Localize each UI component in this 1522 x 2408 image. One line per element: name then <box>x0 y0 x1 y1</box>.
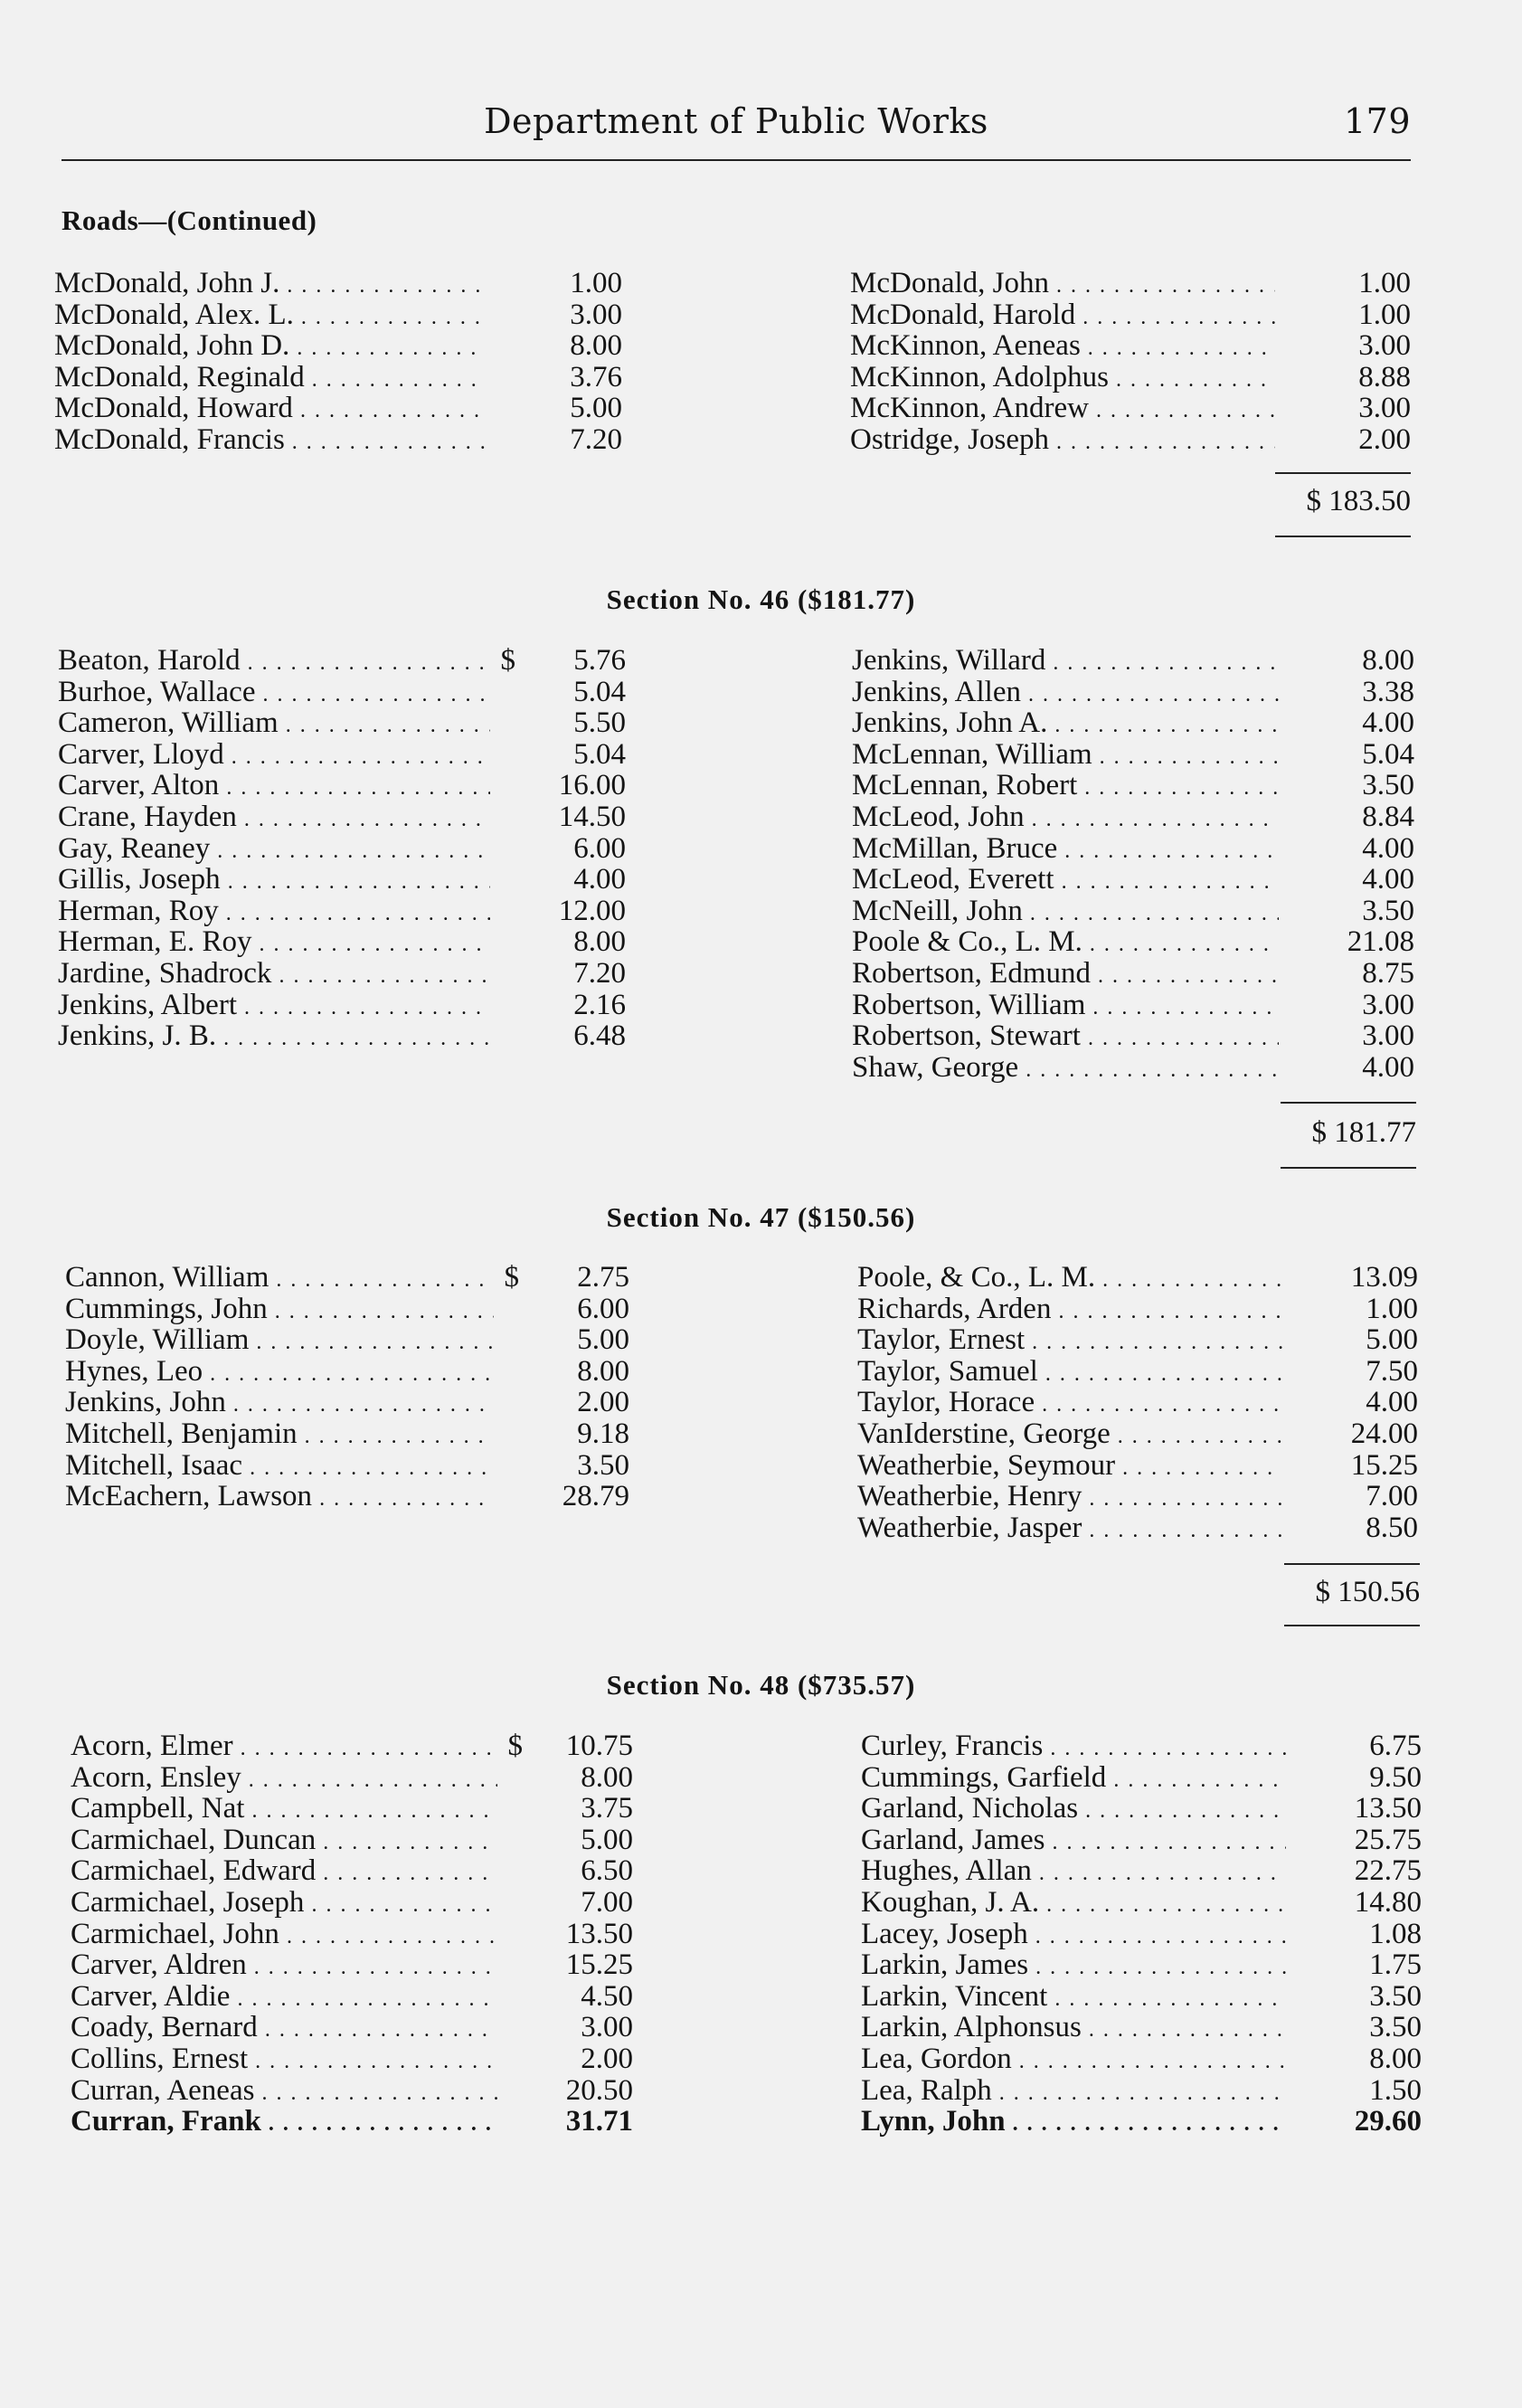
payment-amount: 5.00 <box>577 1323 629 1357</box>
table-row <box>65 1481 629 1512</box>
table-row <box>58 801 626 833</box>
payment-amount: 8.88 <box>1358 360 1411 393</box>
payee-name: McKinnon, Aeneas . . . <box>850 330 1275 365</box>
payment-amount: 3.00 <box>570 298 622 331</box>
payment-amount: 29.60 <box>1354 2105 1422 2138</box>
payee-name: McKinnon, Andrew . . . <box>850 393 1275 427</box>
section-46-total: $ 181.77 <box>1311 1116 1416 1149</box>
payment-amount: 8.84 <box>1362 800 1414 833</box>
table-row <box>852 1020 1414 1052</box>
table-row <box>852 958 1414 990</box>
continued-right-column <box>850 268 1411 456</box>
payee-name: Garland, James . . . <box>861 1825 1286 1859</box>
payee-name: Lacey, Joseph . . . <box>861 1919 1286 1953</box>
section-48-left-column <box>71 1730 633 2138</box>
payment-amount: 3.50 <box>577 1448 629 1482</box>
table-row <box>58 864 626 896</box>
section-47-total-underline <box>1284 1625 1420 1626</box>
payee-name: Jenkins, John . . . <box>65 1387 494 1421</box>
payment-amount: 8.75 <box>1362 956 1414 990</box>
payment-amount: 1.50 <box>1369 2073 1422 2107</box>
payee-name: Hynes, Leo . . . <box>65 1356 494 1390</box>
section-46-left-column <box>58 645 626 1052</box>
table-row <box>71 1887 633 1919</box>
section-47-heading: Section No. 47 ($150.56) <box>606 1201 916 1233</box>
table-row <box>58 739 626 771</box>
payment-amount: 9.50 <box>1369 1760 1422 1794</box>
payee-name: Beaton, Harold . . . <box>58 645 490 679</box>
table-row <box>54 268 622 299</box>
table-row <box>65 1294 629 1325</box>
payee-name: Ostridge, Joseph . . . <box>850 424 1275 459</box>
payee-name: Jenkins, Willard . . . <box>852 645 1279 679</box>
payee-name: Larkin, James . . . <box>861 1949 1286 1984</box>
payment-amount: 2.75 <box>577 1261 629 1294</box>
dollar-sign: $ <box>500 644 515 677</box>
table-row <box>71 2075 633 2107</box>
table-row <box>857 1324 1418 1356</box>
payment-amount: 15.25 <box>565 1948 633 1982</box>
payment-amount: 7.50 <box>1366 1354 1418 1388</box>
payment-amount: 4.00 <box>1362 1050 1414 1084</box>
continued-left-column <box>54 268 622 456</box>
table-row <box>861 2106 1422 2138</box>
payee-name: Weatherbie, Henry . . . <box>857 1481 1282 1515</box>
table-row <box>71 1825 633 1856</box>
dollar-sign: $ <box>504 1261 519 1294</box>
payment-amount: 3.76 <box>570 360 622 393</box>
payee-name: Carver, Alton . . . <box>58 770 490 804</box>
payment-amount: 1.00 <box>1358 267 1411 299</box>
payee-name: McDonald, Francis . . . <box>54 424 487 459</box>
payee-name: Taylor, Horace . . . <box>857 1387 1282 1421</box>
payee-name: Acorn, Elmer . . . <box>71 1730 497 1765</box>
payment-amount: 5.04 <box>573 737 626 771</box>
payment-amount: 14.50 <box>558 800 626 833</box>
continued-total: $ 183.50 <box>1306 485 1411 517</box>
table-row <box>850 393 1411 424</box>
table-row <box>857 1418 1418 1450</box>
table-row <box>71 1730 633 1762</box>
table-row <box>852 926 1414 958</box>
payee-name: Cummings, Garfield . . . <box>861 1762 1286 1797</box>
payee-name: Koughan, J. A. . . . <box>861 1887 1286 1921</box>
payment-amount: 3.38 <box>1362 675 1414 708</box>
table-row <box>71 2012 633 2043</box>
section-47-total: $ 150.56 <box>1315 1576 1420 1608</box>
payment-amount: 8.00 <box>1369 2042 1422 2075</box>
table-row <box>850 362 1411 393</box>
payment-amount: 3.00 <box>1358 329 1411 363</box>
payee-name: Cameron, William . . . <box>58 707 490 742</box>
payee-name: Collins, Ernest . . . <box>71 2043 497 2078</box>
payee-name: Robertson, Stewart . . . <box>852 1020 1279 1055</box>
payee-name: Jenkins, John A. . . . <box>852 707 1279 742</box>
payment-amount: 13.09 <box>1350 1261 1418 1294</box>
payment-amount: 1.08 <box>1369 1917 1422 1950</box>
table-row <box>58 833 626 865</box>
payee-name: Carver, Lloyd . . . <box>58 739 490 773</box>
payee-name: Jenkins, J. B. . . . <box>58 1020 490 1055</box>
table-row <box>850 268 1411 299</box>
table-row <box>857 1512 1418 1544</box>
payment-amount: 8.00 <box>570 329 622 363</box>
dollar-sign: $ <box>507 1730 523 1762</box>
section-48-heading: Section No. 48 ($735.57) <box>606 1669 916 1701</box>
payment-amount: 8.00 <box>573 925 626 959</box>
payment-amount: 2.00 <box>577 1386 629 1419</box>
payee-name: Campbell, Nat . . . <box>71 1793 497 1827</box>
table-row <box>71 1762 633 1794</box>
payee-name: Curley, Francis . . . <box>861 1730 1286 1765</box>
payee-name: Coady, Bernard . . . <box>71 2012 497 2046</box>
payee-name: Mitchell, Isaac . . . <box>65 1450 494 1484</box>
payment-amount: 28.79 <box>562 1480 629 1513</box>
payee-name: Lea, Gordon . . . <box>861 2043 1286 2078</box>
section-47-total-rule <box>1284 1563 1420 1565</box>
payment-amount: 1.00 <box>570 267 622 299</box>
table-row <box>850 299 1411 331</box>
table-row <box>861 1825 1422 1856</box>
payee-name: McDonald, Alex. L. . . . <box>54 299 487 334</box>
payment-amount: 8.50 <box>1366 1511 1418 1544</box>
payee-name: Poole & Co., L. M. . . . <box>852 926 1279 961</box>
payment-amount: 22.75 <box>1354 1854 1422 1888</box>
payment-amount: 6.00 <box>577 1292 629 1325</box>
table-row <box>65 1356 629 1388</box>
table-row <box>65 1387 629 1418</box>
payee-name: Crane, Hayden . . . <box>58 801 490 836</box>
table-row <box>58 926 626 958</box>
payee-name: Carmichael, Joseph . . . <box>71 1887 497 1921</box>
payment-amount: 3.50 <box>1369 1979 1422 2013</box>
payment-amount: 1.00 <box>1358 298 1411 331</box>
table-row <box>852 833 1414 865</box>
payee-name: McDonald, Howard . . . <box>54 393 487 427</box>
table-row <box>861 1793 1422 1825</box>
payee-name: Doyle, William . . . <box>65 1324 494 1359</box>
payee-name: Lea, Ralph . . . <box>861 2075 1286 2109</box>
table-row <box>857 1356 1418 1388</box>
table-row <box>58 770 626 801</box>
payee-name: Gay, Reaney . . . <box>58 833 490 867</box>
payee-name: Robertson, Edmund . . . <box>852 958 1279 992</box>
table-row <box>71 1981 633 2013</box>
payment-amount: 5.04 <box>1362 737 1414 771</box>
payee-name: Shaw, George . . . <box>852 1052 1279 1086</box>
payee-name: Robertson, William . . . <box>852 990 1279 1024</box>
payee-name: Hughes, Allan . . . <box>861 1855 1286 1890</box>
table-row <box>861 1981 1422 2013</box>
table-row <box>852 707 1414 739</box>
table-row <box>850 330 1411 362</box>
table-row <box>852 896 1414 927</box>
table-row <box>857 1294 1418 1325</box>
table-row <box>71 1919 633 1950</box>
payee-name: Cannon, William . . . <box>65 1262 494 1296</box>
payment-amount: 2.16 <box>573 988 626 1021</box>
payment-amount: 24.00 <box>1350 1417 1418 1450</box>
payee-name: Burhoe, Wallace . . . <box>58 677 490 711</box>
payee-name: Carver, Aldren . . . <box>71 1949 497 1984</box>
section-47-right-column <box>857 1262 1418 1543</box>
payment-amount: 6.48 <box>573 1019 626 1053</box>
table-row <box>852 1052 1414 1084</box>
payee-name: Garland, Nicholas . . . <box>861 1793 1286 1827</box>
table-row <box>54 362 622 393</box>
table-row <box>71 2043 633 2075</box>
continued-total-rule <box>1275 472 1411 474</box>
payee-name: Herman, Roy . . . <box>58 896 490 930</box>
payee-name: McDonald, Harold . . . <box>850 299 1275 334</box>
payment-amount: 12.00 <box>558 894 626 927</box>
table-row <box>852 677 1414 708</box>
table-row <box>861 2043 1422 2075</box>
table-row <box>861 1730 1422 1762</box>
payee-name: McDonald, John D. . . . <box>54 330 487 365</box>
payee-name: Carmichael, Edward . . . <box>71 1855 497 1890</box>
payee-name: Gillis, Joseph . . . <box>58 864 490 898</box>
section-46-right-column <box>852 645 1414 1083</box>
roads-continued-heading: Roads—(Continued) <box>61 204 317 236</box>
payee-name: Richards, Arden . . . <box>857 1294 1282 1328</box>
table-row <box>857 1481 1418 1512</box>
payment-amount: 2.00 <box>581 2042 633 2075</box>
payee-name: Jenkins, Allen . . . <box>852 677 1279 711</box>
payment-amount: 10.75 <box>565 1730 633 1762</box>
payee-name: Weatherbie, Seymour . . . <box>857 1450 1282 1484</box>
payee-name: McEachern, Lawson . . . <box>65 1481 494 1515</box>
table-row <box>861 1855 1422 1887</box>
payee-name: McNeill, John . . . <box>852 896 1279 930</box>
payee-name: Taylor, Ernest . . . <box>857 1324 1282 1359</box>
payment-amount: 6.00 <box>573 831 626 865</box>
payment-amount: 3.50 <box>1362 769 1414 802</box>
payment-amount: 1.75 <box>1369 1948 1422 1982</box>
table-row <box>861 2012 1422 2043</box>
table-row <box>65 1450 629 1482</box>
payment-amount: 8.00 <box>1362 644 1414 677</box>
payment-amount: 5.00 <box>570 392 622 425</box>
payment-amount: 4.00 <box>573 863 626 896</box>
table-row <box>58 990 626 1021</box>
payee-name: Curran, Aeneas . . . <box>71 2075 497 2109</box>
payment-amount: 25.75 <box>1354 1823 1422 1856</box>
page-title: Department of Public Works <box>484 101 988 141</box>
payment-amount: 4.00 <box>1362 831 1414 865</box>
payee-name: Lynn, John . . . <box>861 2106 1286 2140</box>
table-row <box>71 1793 633 1825</box>
table-row <box>852 801 1414 833</box>
payee-name: Poole, & Co., L. M. . . . <box>857 1262 1282 1296</box>
payee-name: McLennan, Robert . . . <box>852 770 1279 804</box>
payment-amount: 5.50 <box>573 706 626 740</box>
table-row <box>852 770 1414 801</box>
payee-name: Taylor, Samuel . . . <box>857 1356 1282 1390</box>
table-row <box>54 330 622 362</box>
header-rule <box>61 159 1411 161</box>
table-row <box>857 1387 1418 1418</box>
table-row <box>71 1949 633 1981</box>
payee-name: Acorn, Ensley . . . <box>71 1762 497 1797</box>
table-row <box>58 677 626 708</box>
table-row <box>65 1418 629 1450</box>
table-row <box>861 1949 1422 1981</box>
payment-amount: 5.00 <box>1366 1323 1418 1357</box>
table-row <box>861 2075 1422 2107</box>
payment-amount: 5.04 <box>573 675 626 708</box>
payment-amount: 4.00 <box>1362 863 1414 896</box>
payment-amount: 3.00 <box>581 2011 633 2044</box>
payee-name: Jenkins, Albert . . . <box>58 990 490 1024</box>
payee-name: Carmichael, John . . . <box>71 1919 497 1953</box>
payee-name: Larkin, Vincent . . . <box>861 1981 1286 2015</box>
payment-amount: 8.00 <box>577 1354 629 1388</box>
payee-name: Cummings, John . . . <box>65 1294 494 1328</box>
payee-name: Curran, Frank . . . <box>71 2106 497 2140</box>
table-row <box>58 1020 626 1052</box>
payee-name: Herman, E. Roy . . . <box>58 926 490 961</box>
payment-amount: 4.00 <box>1362 706 1414 740</box>
payee-name: Jardine, Shadrock . . . <box>58 958 490 992</box>
table-row <box>65 1262 629 1294</box>
table-row <box>852 645 1414 677</box>
table-row <box>54 424 622 456</box>
payee-name: Carver, Aldie . . . <box>71 1981 497 2015</box>
payment-amount: 14.80 <box>1354 1885 1422 1919</box>
payee-name: Carmichael, Duncan . . . <box>71 1825 497 1859</box>
payee-name: McMillan, Bruce . . . <box>852 833 1279 867</box>
table-row <box>852 739 1414 771</box>
payment-amount: 3.00 <box>1362 1019 1414 1053</box>
payment-amount: 3.50 <box>1362 894 1414 927</box>
payment-amount: 5.00 <box>581 1823 633 1856</box>
payee-name: McDonald, John J. . . . <box>54 268 487 302</box>
payment-amount: 4.00 <box>1366 1386 1418 1419</box>
table-row <box>65 1324 629 1356</box>
payee-name: McLeod, John . . . <box>852 801 1279 836</box>
page-number: 179 <box>1343 101 1411 141</box>
payment-amount: 7.00 <box>1366 1480 1418 1513</box>
payment-amount: 2.00 <box>1358 422 1411 456</box>
payment-amount: 13.50 <box>1354 1792 1422 1825</box>
payment-amount: 3.00 <box>1358 392 1411 425</box>
payment-amount: 5.76 <box>573 644 626 677</box>
table-row <box>54 299 622 331</box>
table-row <box>852 990 1414 1021</box>
payment-amount: 1.00 <box>1366 1292 1418 1325</box>
section-46-total-rule <box>1281 1102 1416 1104</box>
continued-total-underline <box>1275 536 1411 537</box>
section-47-left-column <box>65 1262 629 1512</box>
payment-amount: 7.20 <box>570 422 622 456</box>
table-row <box>58 707 626 739</box>
payee-name: Mitchell, Benjamin . . . <box>65 1418 494 1453</box>
payment-amount: 13.50 <box>565 1917 633 1950</box>
payment-amount: 3.50 <box>1369 2011 1422 2044</box>
table-row <box>71 2106 633 2138</box>
payment-amount: 6.75 <box>1369 1730 1422 1762</box>
section-46-heading: Section No. 46 ($181.77) <box>606 583 916 615</box>
payment-amount: 21.08 <box>1347 925 1414 959</box>
payment-amount: 7.20 <box>573 956 626 990</box>
payee-name: McLeod, Everett . . . <box>852 864 1279 898</box>
table-row <box>58 645 626 677</box>
payee-name: McDonald, John . . . <box>850 268 1275 302</box>
table-row <box>54 393 622 424</box>
table-row <box>861 1762 1422 1794</box>
table-row <box>58 958 626 990</box>
table-row <box>861 1887 1422 1919</box>
payment-amount: 8.00 <box>581 1760 633 1794</box>
payee-name: VanIderstine, George . . . <box>857 1418 1282 1453</box>
payment-amount: 20.50 <box>565 2073 633 2107</box>
table-row <box>850 424 1411 456</box>
table-row <box>58 896 626 927</box>
payee-name: McLennan, William . . . <box>852 739 1279 773</box>
table-row <box>857 1450 1418 1482</box>
payment-amount: 4.50 <box>581 1979 633 2013</box>
payee-name: McDonald, Reginald . . . <box>54 362 487 396</box>
payee-name: McKinnon, Adolphus . . . <box>850 362 1275 396</box>
payment-amount: 3.00 <box>1362 988 1414 1021</box>
table-row <box>852 864 1414 896</box>
payee-name: Larkin, Alphonsus . . . <box>861 2012 1286 2046</box>
payee-name: Weatherbie, Jasper . . . <box>857 1512 1282 1547</box>
table-row <box>857 1262 1418 1294</box>
section-46-total-underline <box>1281 1167 1416 1169</box>
table-row <box>71 1855 633 1887</box>
payment-amount: 31.71 <box>565 2105 633 2138</box>
payment-amount: 9.18 <box>577 1417 629 1450</box>
table-row <box>861 1919 1422 1950</box>
payment-amount: 15.25 <box>1350 1448 1418 1482</box>
payment-amount: 6.50 <box>581 1854 633 1888</box>
payment-amount: 7.00 <box>581 1885 633 1919</box>
section-48-right-column <box>861 1730 1422 2138</box>
payment-amount: 3.75 <box>581 1792 633 1825</box>
payment-amount: 16.00 <box>558 769 626 802</box>
